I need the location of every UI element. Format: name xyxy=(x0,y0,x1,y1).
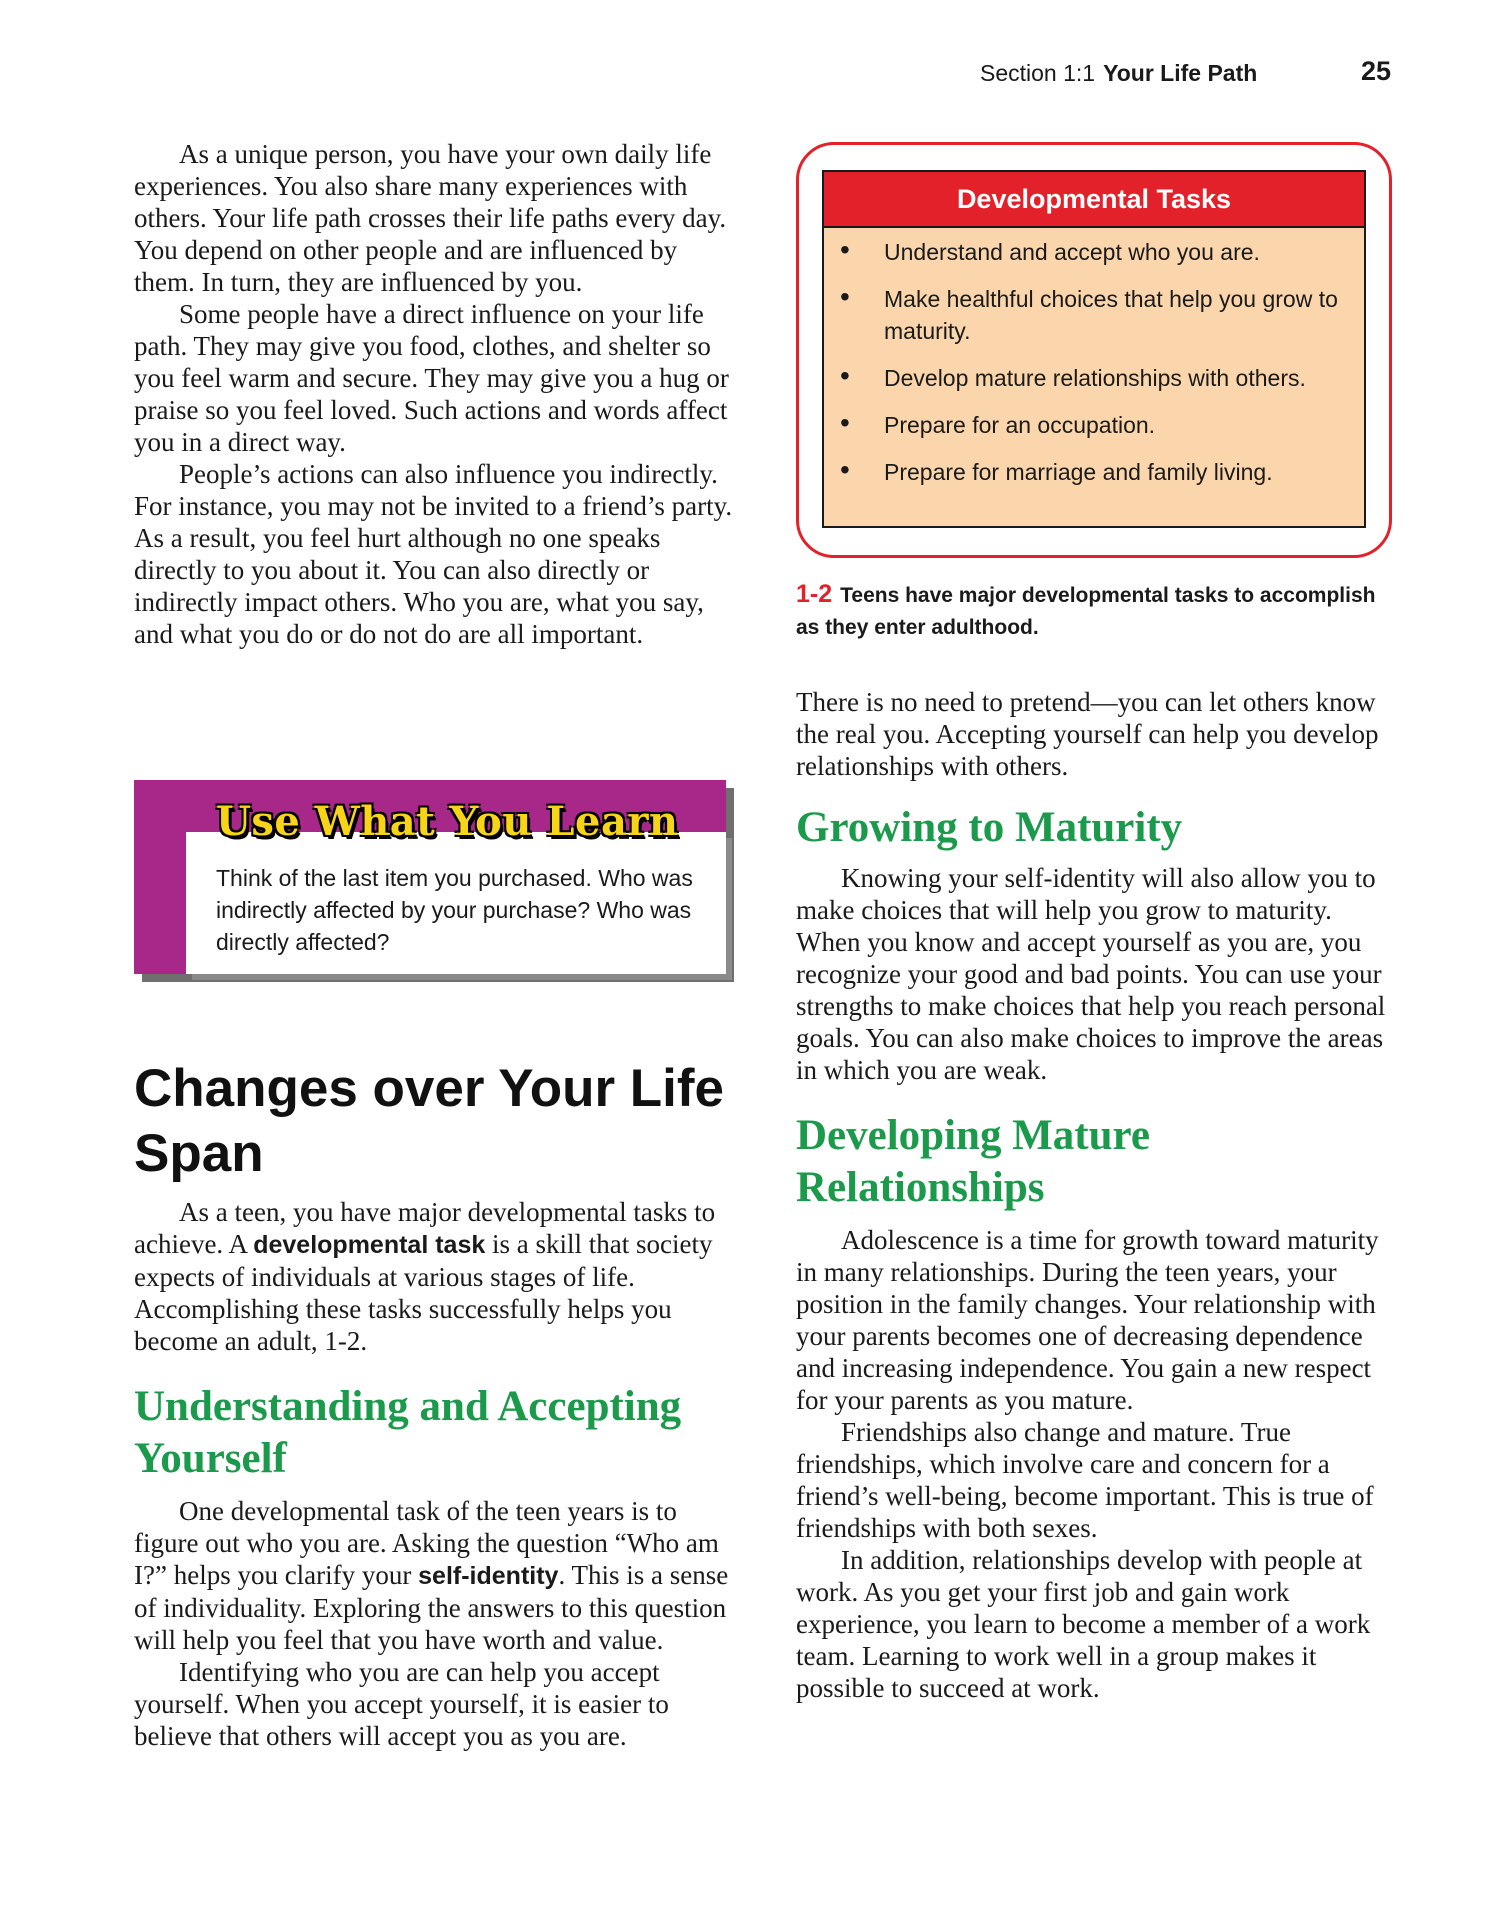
paragraph: In addition, relationships develop with people at work. As you get your first job and gain work experience, you learn to become a member of a work team. Learning to work well in a group makes it possible to succeed at work. xyxy=(796,1545,1371,1703)
paragraph: Identifying who you are can help you accept yourself. When you accept yourself, it is easier to believe that others will accept you as you are. xyxy=(134,1657,669,1751)
subsection-heading: Understanding and Accepting Yourself xyxy=(134,1383,682,1482)
right-column xyxy=(796,686,1396,1704)
use-what-you-learn-box xyxy=(134,780,738,982)
figure-caption: 1-2 Teens have major developmental tasks to accomplish as they enter adulthood. xyxy=(796,580,1376,639)
developmental-tasks-box xyxy=(822,170,1366,528)
paragraph: Some people have a direct influence on your life path. They may give you food, clothes, and shelter so you feel warm and secure. They may give you a hug or praise so you feel loved. Such actions and words affect you in a direct way. xyxy=(134,299,729,457)
changes-section xyxy=(134,1056,734,1752)
section-heading: Changes over Your Life Span xyxy=(134,1059,725,1183)
intro-text xyxy=(134,138,734,650)
key-term: developmental task xyxy=(253,1231,486,1259)
bullet-icon: • xyxy=(840,360,850,391)
paragraph: As a unique person, you have your own daily life experiences. You also share many experiences with others. Your life path crosses their life paths every day. You depend on other people and are influenced by them. In turn, they are influenced by you. xyxy=(134,139,727,297)
paragraph: Knowing your self-identity will also allow you to make choices that will help you grow to maturity. When you know and accept yourself as you are, you recognize your good and bad points. You can use your strengths to make choices that help you reach personal goals. You can also make choices to improve the areas in which you are weak. xyxy=(796,863,1386,1085)
running-head xyxy=(980,56,1391,92)
box-title: Use What You Learn xyxy=(216,798,679,845)
list-item: • Prepare for an occupation. xyxy=(840,407,1156,438)
paragraph: People’s actions can also influence you indirectly. For instance, you may not be invited to a friend’s party. As a result, you feel hurt although no one speaks directly to you about it. You can also directly or indirectly impact others. Who you are, what you say, and what you do or do not do are all important. xyxy=(134,459,733,649)
figure-number: 1-2 xyxy=(796,580,833,608)
paragraph: One developmental task of the teen years is to figure out who you are. Asking the question “Who am I?” helps you clarify your self-identity. This is a sense of individuality. Exploring the answers to this question will help you feel that you have worth and value. xyxy=(134,1496,729,1655)
bullet-icon: • xyxy=(840,407,850,438)
bullet-icon: • xyxy=(840,234,850,265)
page-number: 25 xyxy=(1360,56,1391,86)
paragraph: Adolescence is a time for growth toward maturity in many relationships. During the teen years, your position in the family changes. Your relationship with your parents becomes one of decreasing dependence and increasing independence. You gain a new respect for your parents as you mature. xyxy=(796,1225,1379,1415)
list-item: • Understand and accept who you are. xyxy=(840,234,1260,265)
tasks-title: Developmental Tasks xyxy=(824,172,1364,228)
key-term: self-identity xyxy=(418,1562,559,1590)
list-item: • Prepare for marriage and family living. xyxy=(840,454,1273,485)
bullet-icon: • xyxy=(840,454,850,485)
paragraph: As a teen, you have major developmental tasks to achieve. A developmental task is a skill that society expects of individuals at various stages of life. Accomplishing these tasks successfully helps you become an adult, 1-2. xyxy=(134,1197,716,1356)
subsection-heading: Growing to Maturity xyxy=(796,804,1183,851)
list-item: • Make healthful choices that help you grow to maturity. xyxy=(840,281,1338,344)
paragraph: Friendships also change and mature. True friendships, which involve care and concern for a friend’s well-being, become important. This is true of friendships with both sexes. xyxy=(796,1417,1374,1543)
box-text: Think of the last item you purchased. Who was indirectly affected by your purchase? Who was directly affected? xyxy=(216,865,693,955)
list-item: • Develop mature relationships with others. xyxy=(840,360,1306,391)
paragraph: There is no need to pretend—you can let others know the real you. Accepting yourself can help you develop relationships with others. xyxy=(796,687,1379,781)
bullet-icon: • xyxy=(840,281,850,312)
section-title: Your Life Path xyxy=(1103,60,1258,86)
subsection-heading: Developing Mature Relationships xyxy=(796,1112,1150,1211)
tasks-list xyxy=(824,228,1364,488)
section-label: Section 1:1 Your Life Path xyxy=(980,60,1258,86)
